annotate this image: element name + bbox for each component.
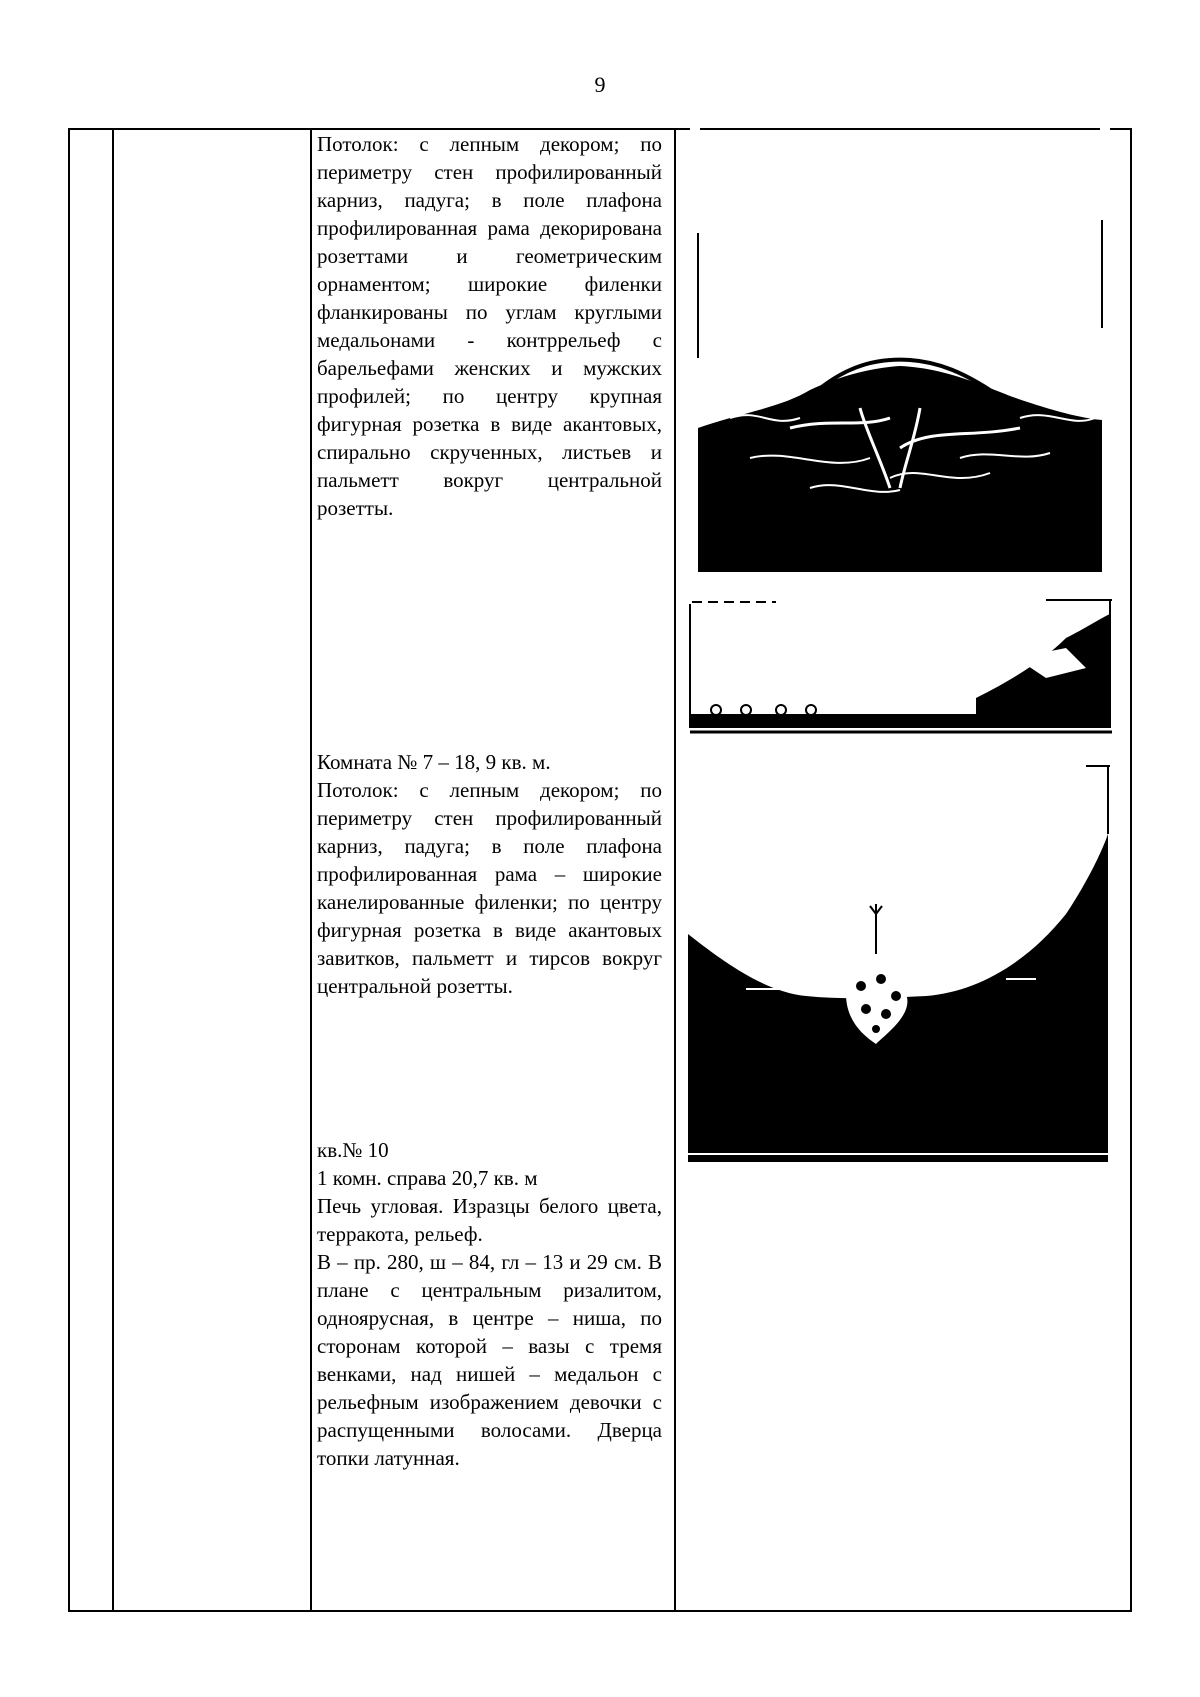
apartment-10-block [317,1136,662,1472]
column-divider-3 [674,130,676,1610]
column-divider-2 [310,130,312,1610]
ceiling-photo-1 [690,128,1110,572]
room-7-heading: Комната № 7 – 18, 9 кв. м. [317,750,551,774]
apartment-10-room: 1 комн. справа 20,7 кв. м [317,1166,538,1190]
apartment-10-heading: кв.№ 10 [317,1138,389,1162]
stove-dimensions: В – пр. 280, ш – 84, гл – 13 и 29 см. В плане с центральным ризалитом, одноярусная, в центре – ниша, по сторонам которой – вазы с тремя венками, над нишей – медальон с рельефным изображением девочки с распущенными волосами. Дверца топки латунная. [317,1250,662,1470]
ceiling-photo-2 [686,598,1112,734]
ceiling-description: Потолок: с лепным декором; по периметру стен профилированный карниз, падуга; в поле плафона профилированная рама декорирована розеттами и геометрическим орнаментом; широкие филенки фланкированы по углам круглыми медальонами - контррельеф с барельефами женских и мужских профилей; по центру крупная фигурная розетка в виде акантовых, спирально скрученных, листьев и пальметт вокруг центральной розетты. [317,132,662,520]
ceiling-description-block [317,130,662,522]
room-7-block [317,748,662,1000]
column-divider-1 [112,130,114,1610]
ceiling-photo-room-7 [686,764,1110,1162]
page-number: 9 [594,72,606,97]
room-7-ceiling-description: Потолок: с лепным декором; по периметру стен профилированный карниз, падуга; в поле плафона профилированная рама – широкие канелированные филенки; по центру фигурная розетка в виде акантовых завитков, пальметт и тирсов вокруг центральной розетты. [317,778,662,998]
stove-description: Печь угловая. Изразцы белого цвета, терракота, рельеф. [317,1194,662,1246]
